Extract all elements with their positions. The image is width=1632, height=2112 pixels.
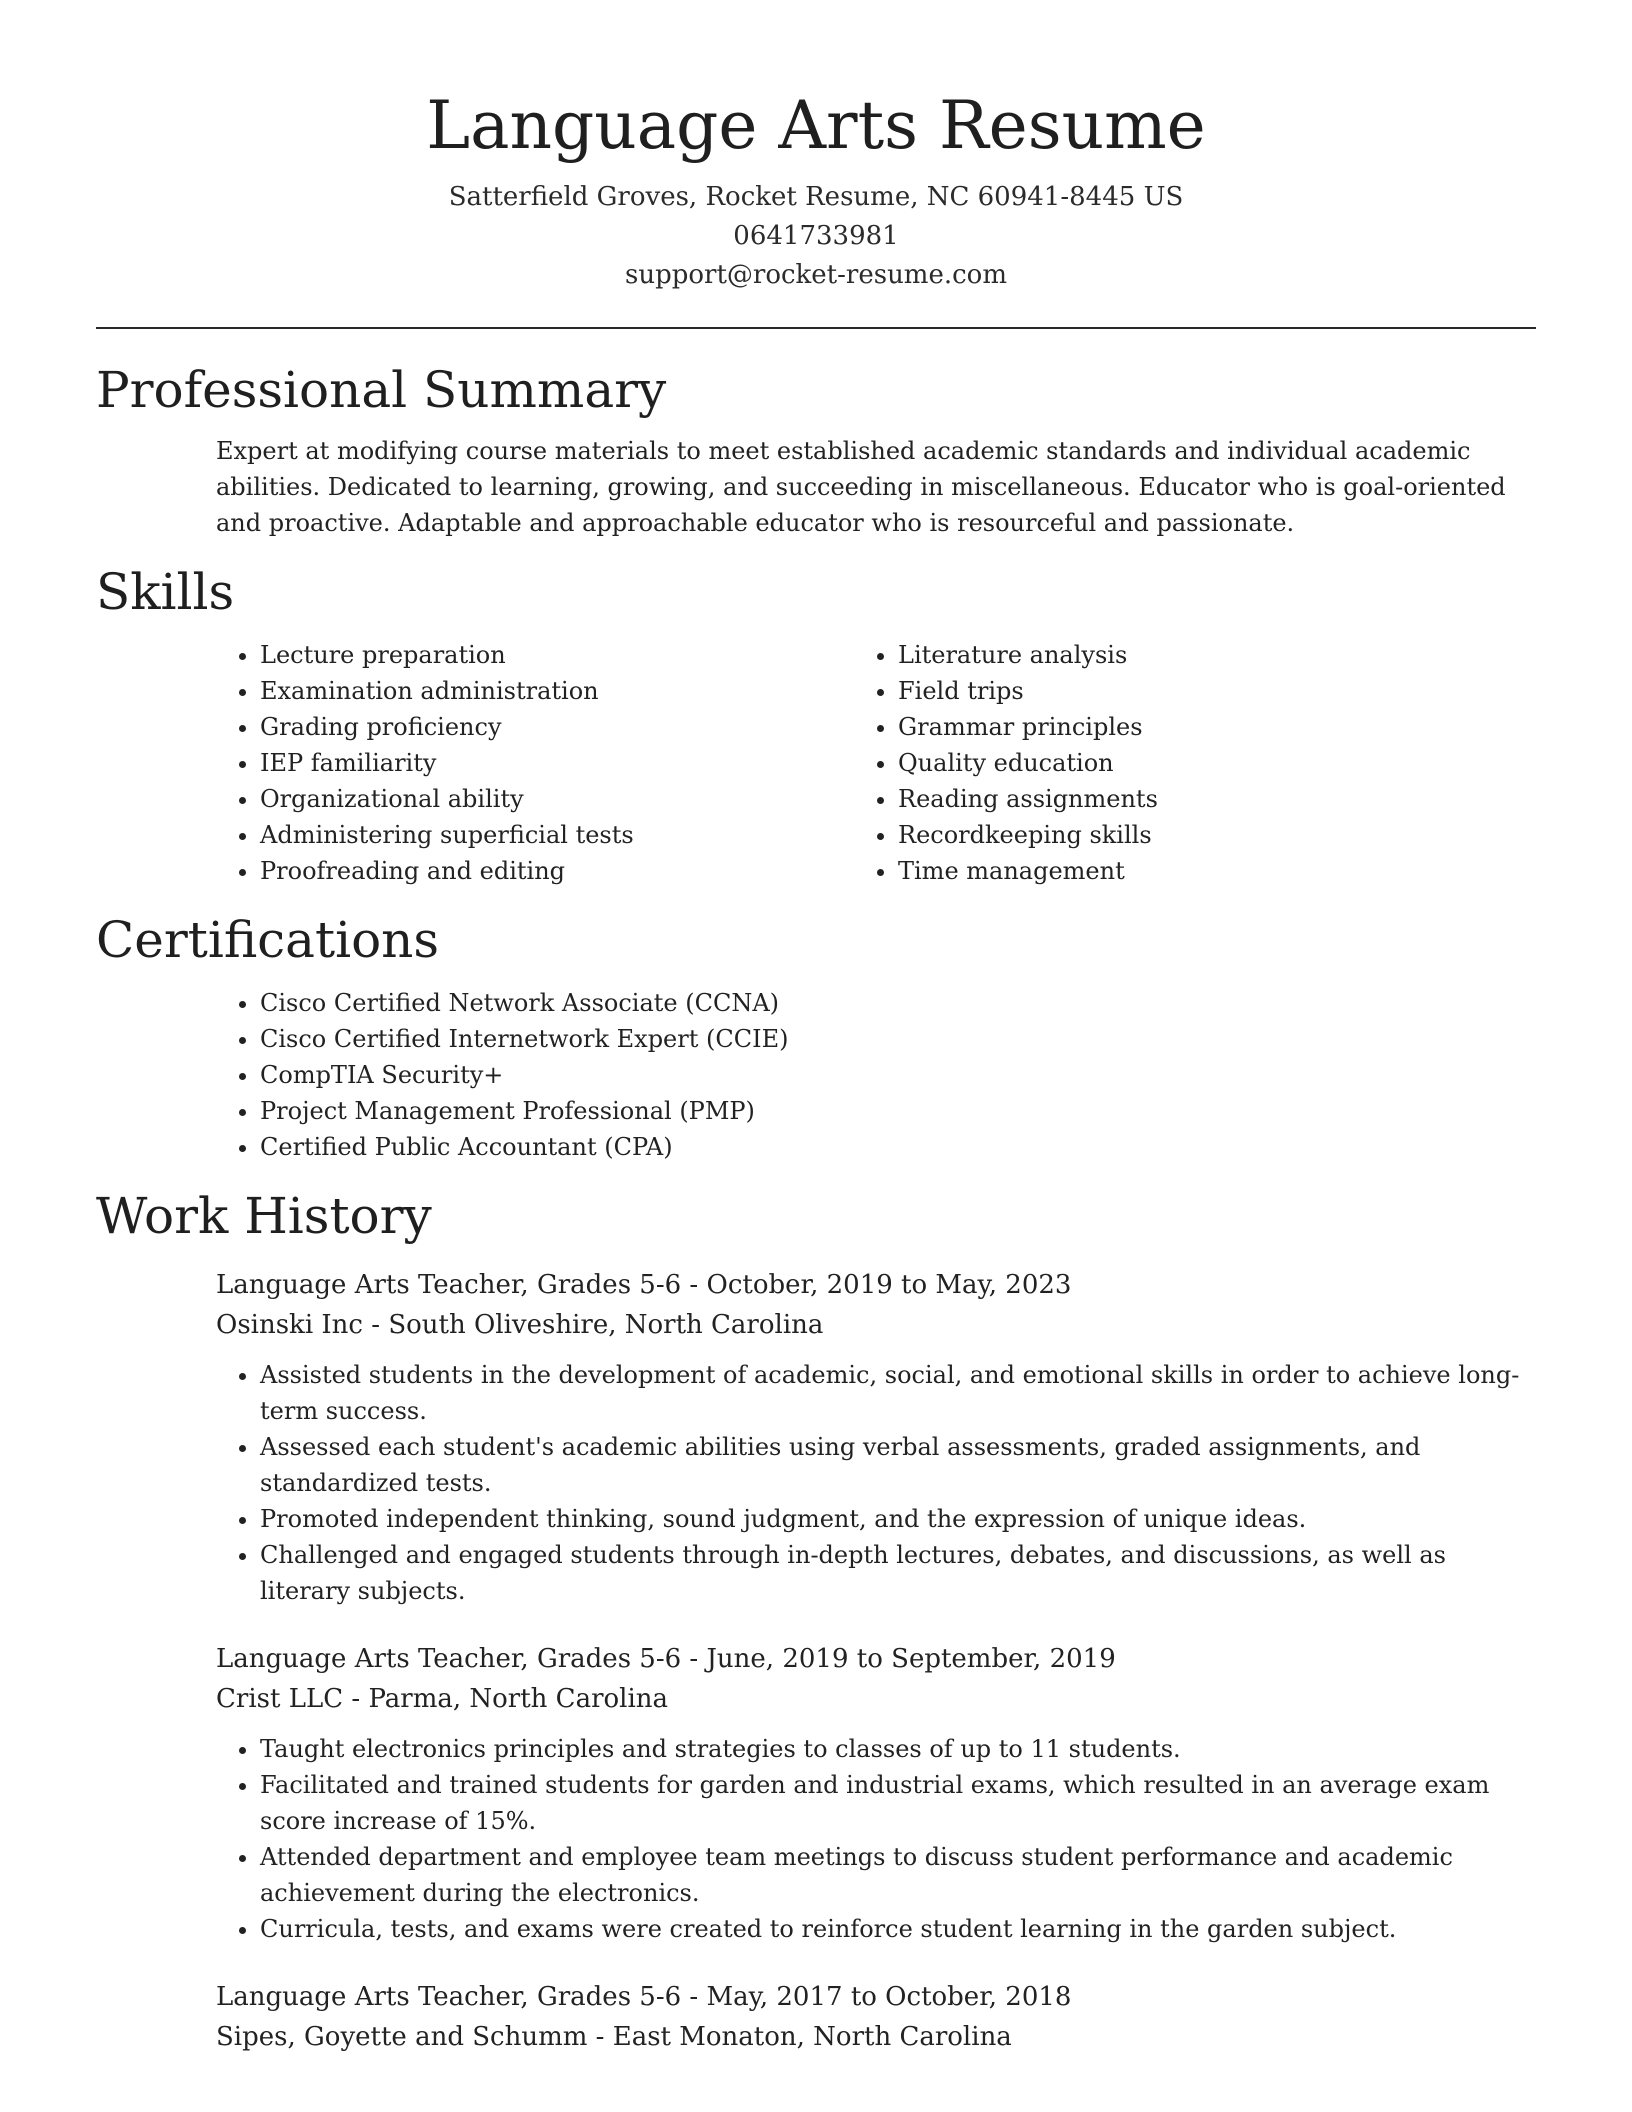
skills-grid	[216, 637, 1536, 889]
job-bullet: • Challenged and engaged students through in-depth lectures, debates, and discussions, as well as literary subjects.	[260, 1537, 1536, 1609]
separator: -	[681, 1270, 707, 1300]
certification-item: • Cisco Certified Internetwork Expert (CCIE)	[260, 1021, 1536, 1057]
job-dates: May, 2017 to October, 2018	[706, 1982, 1072, 2012]
job-title: Language Arts Teacher, Grades 5-6	[216, 1982, 682, 2012]
job-company-line	[216, 1305, 1536, 1345]
skill-item: • Examination administration	[260, 673, 898, 709]
job-bullet: • Taught electronics principles and strategies to classes of up to 11 students.	[260, 1731, 1536, 1767]
contact-phone: 0641733981	[733, 221, 899, 251]
job-company: Crist LLC	[216, 1684, 344, 1714]
skill-item: • Literature analysis	[898, 637, 1536, 673]
skill-item: • Grading proficiency	[260, 709, 898, 745]
job-entry	[216, 1977, 1536, 2057]
skill-item: • Administering superficial tests	[260, 817, 898, 853]
skill-item: • Field trips	[898, 673, 1536, 709]
job-bullets	[216, 1731, 1536, 1947]
job-entry	[216, 1265, 1536, 1609]
contact-block	[96, 178, 1536, 295]
separator: -	[343, 1684, 369, 1714]
work-history-heading: Work History	[96, 1187, 432, 1245]
certification-item: • CompTIA Security+	[260, 1057, 1536, 1093]
certification-item: • Project Management Professional (PMP)	[260, 1093, 1536, 1129]
job-company-line	[216, 2017, 1536, 2057]
job-company-line	[216, 1679, 1536, 1719]
job-title-line	[216, 1977, 1536, 2017]
job-bullet: • Assessed each student's academic abilities using verbal assessments, graded assignments, and standardized tests.	[260, 1429, 1536, 1501]
job-title-line	[216, 1639, 1536, 1679]
separator: -	[681, 1644, 707, 1674]
job-title-line	[216, 1265, 1536, 1305]
job-dates: October, 2019 to May, 2023	[706, 1270, 1072, 1300]
job-bullet: • Curricula, tests, and exams were created to reinforce student learning in the garden subject.	[260, 1911, 1536, 1947]
job-bullet: • Attended department and employee team meetings to discuss student performance and academic achievement during the electronics.	[260, 1839, 1536, 1911]
separator: -	[587, 2022, 613, 2052]
certifications-heading: Certifications	[96, 911, 440, 969]
skill-item: • Lecture preparation	[260, 637, 898, 673]
contact-email: support@rocket-resume.com	[624, 260, 1007, 290]
skill-item: • Recordkeeping skills	[898, 817, 1536, 853]
job-dates: June, 2019 to September, 2019	[706, 1644, 1116, 1674]
certifications-section	[96, 909, 1536, 1165]
job-bullet: • Assisted students in the development of academic, social, and emotional skills in order to achieve long-term success.	[260, 1357, 1536, 1429]
summary-heading: Professional Summary	[96, 361, 667, 419]
job-title: Language Arts Teacher, Grades 5-6	[216, 1270, 682, 1300]
skills-list-left	[216, 637, 898, 889]
job-location: East Monaton, North Carolina	[612, 2022, 1012, 2052]
job-company: Sipes, Goyette and Schumm	[216, 2022, 588, 2052]
summary-text: Expert at modifying course materials to meet established academic standards and individual academic abilities. Dedicated to learning, growing, and succeeding in miscellaneous. Educator who is goal-oriented and proactive. Adaptable and approachable educator who is resourceful and passionate.	[216, 437, 1506, 537]
certification-item: • Certified Public Accountant (CPA)	[260, 1129, 1536, 1165]
header-divider	[96, 327, 1536, 329]
skill-item: • Organizational ability	[260, 781, 898, 817]
job-bullets	[216, 1357, 1536, 1609]
contact-address: Satterfield Groves, Rocket Resume, NC 60941-8445 US	[448, 182, 1184, 212]
resume-page	[96, 0, 1536, 2057]
skills-section	[96, 561, 1536, 889]
skill-item: • Proofreading and editing	[260, 853, 898, 889]
separator: -	[681, 1982, 707, 2012]
job-title: Language Arts Teacher, Grades 5-6	[216, 1644, 682, 1674]
skill-item: • Grammar principles	[898, 709, 1536, 745]
resume-title: Language Arts Resume	[426, 87, 1206, 164]
certification-item: • Cisco Certified Network Associate (CCNA)	[260, 985, 1536, 1021]
certifications-list	[216, 985, 1536, 1165]
skill-item: • IEP familiarity	[260, 745, 898, 781]
job-bullet: • Promoted independent thinking, sound judgment, and the expression of unique ideas.	[260, 1501, 1536, 1537]
job-location: South Oliveshire, North Carolina	[388, 1310, 824, 1340]
skill-item: • Reading assignments	[898, 781, 1536, 817]
job-entry	[216, 1639, 1536, 1947]
skill-item: • Time management	[898, 853, 1536, 889]
job-bullet: • Facilitated and trained students for garden and industrial exams, which resulted in an average exam score increase of 15%.	[260, 1767, 1536, 1839]
job-location: Parma, North Carolina	[368, 1684, 669, 1714]
separator: -	[362, 1310, 389, 1340]
resume-header	[96, 0, 1536, 329]
skills-heading: Skills	[96, 563, 235, 621]
summary-section	[96, 359, 1536, 541]
skill-item: • Quality education	[898, 745, 1536, 781]
skills-list-right	[898, 637, 1536, 889]
job-company: Osinski Inc	[216, 1310, 363, 1340]
work-history-section	[96, 1185, 1536, 2057]
